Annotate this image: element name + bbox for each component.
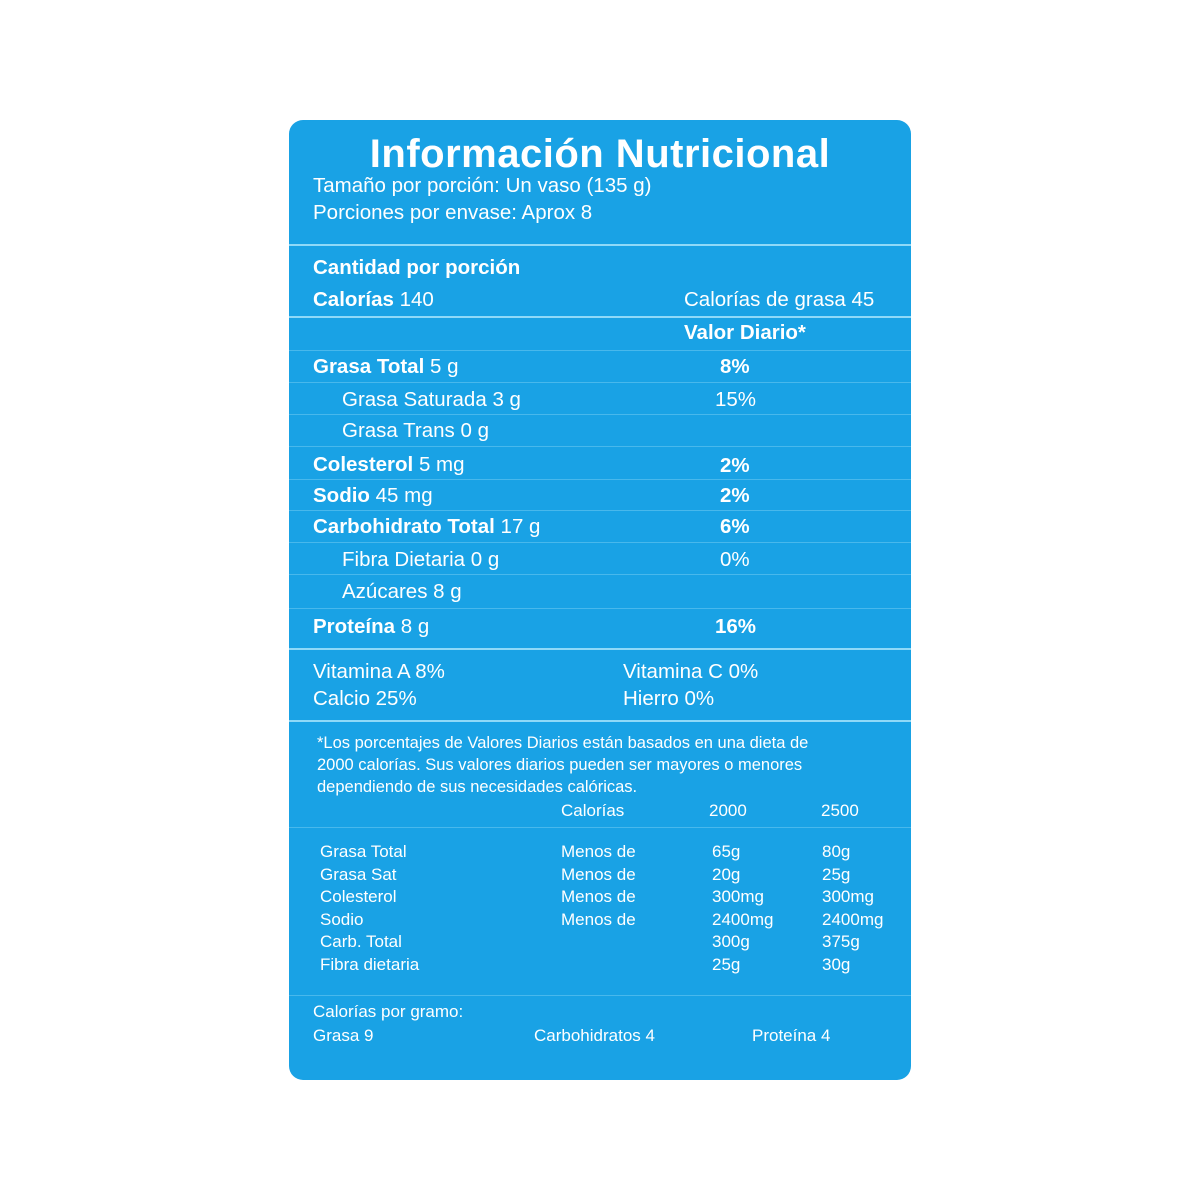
vitamin-c: Vitamina C 0% [623, 660, 759, 683]
ref-header-calories: Calorías [561, 801, 625, 820]
nutrient-pct: 15% [715, 388, 757, 411]
nutrient-amount: 0 g [470, 548, 500, 571]
nutrient-row-total-carbs [313, 515, 540, 539]
nutrient-name: Grasa Saturada [342, 388, 487, 411]
calcium: Calcio 25% [313, 687, 417, 710]
ref-row-qualifier: Menos de [561, 887, 636, 906]
nutrient-name: Carbohidrato Total [313, 515, 495, 538]
row-divider [289, 350, 911, 351]
ref-row-name: Carb. Total [320, 932, 402, 951]
nutrient-name: Proteína [313, 615, 396, 638]
row-divider [289, 382, 911, 383]
nutrient-name: Grasa Trans [342, 419, 455, 442]
calories-value: 140 [399, 288, 434, 311]
serving-size: Tamaño por porción: Un vaso (135 g) [313, 174, 652, 197]
ref-row-2500: 2400mg [822, 910, 884, 929]
nutrient-amount: 45 mg [375, 484, 433, 507]
cal-per-gram-carbs: Carbohidratos 4 [534, 1026, 655, 1045]
nutrient-row-saturated-fat [342, 388, 521, 412]
row-divider [289, 414, 911, 415]
nutrition-facts-panel [289, 120, 911, 1080]
row-divider [289, 446, 911, 447]
servings-per-container: Porciones por envase: Aprox 8 [313, 201, 593, 224]
nutrient-name: Grasa Total [313, 355, 425, 378]
nutrient-pct: 6% [720, 515, 750, 538]
calories-label: Calorías [313, 288, 394, 311]
divider [289, 648, 911, 650]
divider [289, 316, 911, 318]
ref-row-2500: 80g [822, 842, 851, 861]
ref-row-2500: 30g [822, 955, 851, 974]
nutrient-amount: 8 g [400, 615, 430, 638]
calories-from-fat: Calorías de grasa 45 [684, 288, 875, 311]
nutrient-row-sugars [342, 580, 462, 604]
daily-value-header: Valor Diario* [684, 321, 806, 344]
amount-per-serving: Cantidad por porción [313, 256, 521, 279]
nutrient-pct: 2% [720, 484, 750, 507]
nutrient-name: Sodio [313, 484, 370, 507]
ref-row-2500: 25g [822, 865, 851, 884]
ref-row-qualifier: Menos de [561, 910, 636, 929]
nutrient-amount: 3 g [492, 388, 521, 411]
nutrient-pct: 0% [720, 548, 750, 571]
footnote-line: *Los porcentajes de Valores Diarios están basados en una dieta de [317, 734, 809, 752]
cal-per-gram-label: Calorías por gramo: [313, 1002, 464, 1021]
nutrient-row-sodium [313, 484, 433, 508]
footnote-line: dependiendo de sus necesidades calóricas. [317, 778, 638, 796]
ref-row-name: Grasa Total [320, 842, 407, 861]
ref-row-2000: 300g [712, 932, 750, 951]
ref-row-qualifier: Menos de [561, 865, 636, 884]
ref-row-name: Sodio [320, 910, 364, 929]
vitamin-a: Vitamina A 8% [313, 660, 445, 683]
row-divider [289, 827, 911, 828]
nutrient-name: Azúcares [342, 580, 428, 603]
nutrient-row-fiber [342, 548, 499, 572]
ref-row-name: Fibra dietaria [320, 955, 420, 974]
panel-title: Información Nutricional [369, 132, 831, 176]
nutrient-amount: 5 mg [418, 453, 465, 476]
row-divider [289, 542, 911, 543]
row-divider [289, 510, 911, 511]
ref-row-name: Grasa Sat [320, 865, 397, 884]
nutrient-amount: 17 g [500, 515, 541, 538]
row-divider [289, 574, 911, 575]
ref-header-2500: 2500 [821, 801, 859, 820]
ref-row-2000: 25g [712, 955, 741, 974]
nutrient-amount: 5 g [429, 355, 459, 378]
divider [289, 244, 911, 246]
iron: Hierro 0% [623, 687, 715, 710]
ref-header-2000: 2000 [709, 801, 747, 820]
nutrient-name: Colesterol [313, 453, 414, 476]
ref-row-qualifier: Menos de [561, 842, 636, 861]
footnote-line: 2000 calorías. Sus valores diarios pueden ser mayores o menores [317, 756, 803, 774]
ref-row-2000: 65g [712, 842, 741, 861]
ref-row-2000: 2400mg [712, 910, 774, 929]
nutrient-pct: 2% [720, 454, 750, 477]
row-divider [289, 479, 911, 480]
cal-per-gram-fat: Grasa 9 [313, 1026, 374, 1045]
nutrient-row-cholesterol [313, 453, 465, 477]
nutrient-name: Fibra Dietaria [342, 548, 466, 571]
ref-row-name: Colesterol [320, 887, 397, 906]
nutrient-row-trans-fat [342, 419, 489, 443]
nutrient-pct: 8% [720, 355, 750, 378]
calories-row [313, 288, 434, 312]
row-divider [289, 995, 911, 996]
divider [289, 720, 911, 722]
ref-row-2000: 20g [712, 865, 741, 884]
nutrient-row-protein [313, 615, 429, 639]
ref-row-2500: 300mg [822, 887, 874, 906]
ref-row-2500: 375g [822, 932, 860, 951]
nutrient-pct: 16% [715, 615, 757, 638]
ref-row-2000: 300mg [712, 887, 764, 906]
cal-per-gram-protein: Proteína 4 [752, 1026, 831, 1045]
nutrient-row-total-fat [313, 355, 458, 379]
nutrient-amount: 0 g [460, 419, 489, 442]
row-divider [289, 608, 911, 609]
nutrient-amount: 8 g [433, 580, 462, 603]
